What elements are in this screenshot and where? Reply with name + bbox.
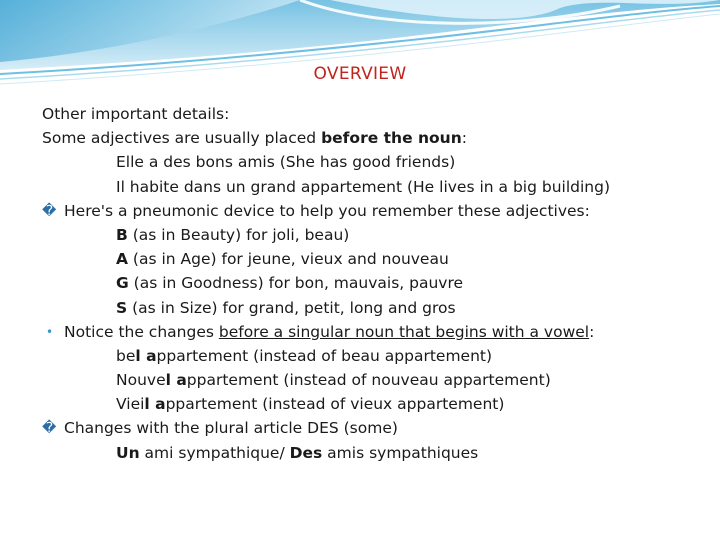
placement-bold: before the noun — [321, 129, 462, 148]
bullet-notice — [42, 320, 712, 344]
mnemonic-letter: A — [116, 250, 128, 269]
vowel-pre: Viei — [116, 395, 145, 414]
plural-text: Changes with the plural article DES (some) — [64, 419, 398, 438]
plural-des: Des — [289, 443, 323, 462]
notice-text: Notice the changes — [64, 322, 219, 341]
vowel-bold: l a — [165, 371, 187, 390]
example-line: Il habite dans un grand appartement (He lives in a big building) — [116, 177, 610, 196]
slide-title: OVERVIEW — [313, 64, 407, 84]
plural-example — [42, 441, 712, 465]
placement-colon: : — [461, 129, 467, 148]
bullet-plural — [42, 416, 712, 440]
bullet-dot-icon: • — [46, 324, 54, 339]
notice-colon: : — [589, 322, 595, 341]
vowel-example — [42, 368, 712, 392]
vowel-bold: l a — [135, 346, 157, 365]
vowel-post: ppartement (instead of vieux appartement) — [165, 395, 505, 414]
mnemonic-item — [42, 271, 712, 295]
bullet-box-icon: � — [42, 202, 57, 219]
plural-un: Un — [116, 443, 140, 462]
mnemonic-letter: B — [116, 225, 128, 244]
vowel-example — [42, 392, 712, 416]
vowel-example — [42, 344, 712, 368]
notice-underlined: before a singular noun that begins with a vowel — [218, 322, 590, 341]
bullet-mnemonic — [42, 199, 712, 223]
plural-mid: ami sympathique/ — [139, 443, 290, 462]
placement-text: Some adjectives are usually placed — [42, 129, 322, 148]
slide-body — [42, 102, 712, 465]
vowel-post: ppartement (instead of nouveau appartement) — [186, 371, 551, 390]
mnemonic-item — [42, 223, 712, 247]
vowel-post: ppartement (instead of beau appartement) — [156, 346, 493, 365]
mnemonic-item — [42, 247, 712, 271]
mnemonic-letter: G — [116, 274, 129, 293]
vowel-pre: be — [116, 346, 136, 365]
vowel-bold: l a — [144, 395, 166, 414]
placement-line — [42, 126, 712, 150]
mnemonic-text: Here's a pneumonic device to help you remember these adjectives: — [64, 201, 590, 220]
mnemonic-desc: (as in Age) for jeune, vieux and nouveau — [128, 250, 449, 269]
mnemonic-desc: (as in Beauty) for joli, beau) — [127, 225, 350, 244]
mnemonic-desc: (as in Size) for grand, petit, long and gros — [127, 298, 456, 317]
vowel-pre: Nouve — [116, 371, 166, 390]
bullet-box-icon: � — [42, 420, 57, 437]
mnemonic-letter: S — [116, 298, 128, 317]
example-line: Elle a des bons amis (She has good friends) — [116, 153, 456, 172]
mnemonic-desc: (as in Goodness) for bon, mauvais, pauvre — [128, 274, 464, 293]
intro-line: Other important details: — [42, 105, 230, 123]
plural-post: amis sympathiques — [322, 443, 479, 462]
mnemonic-item — [42, 296, 712, 320]
